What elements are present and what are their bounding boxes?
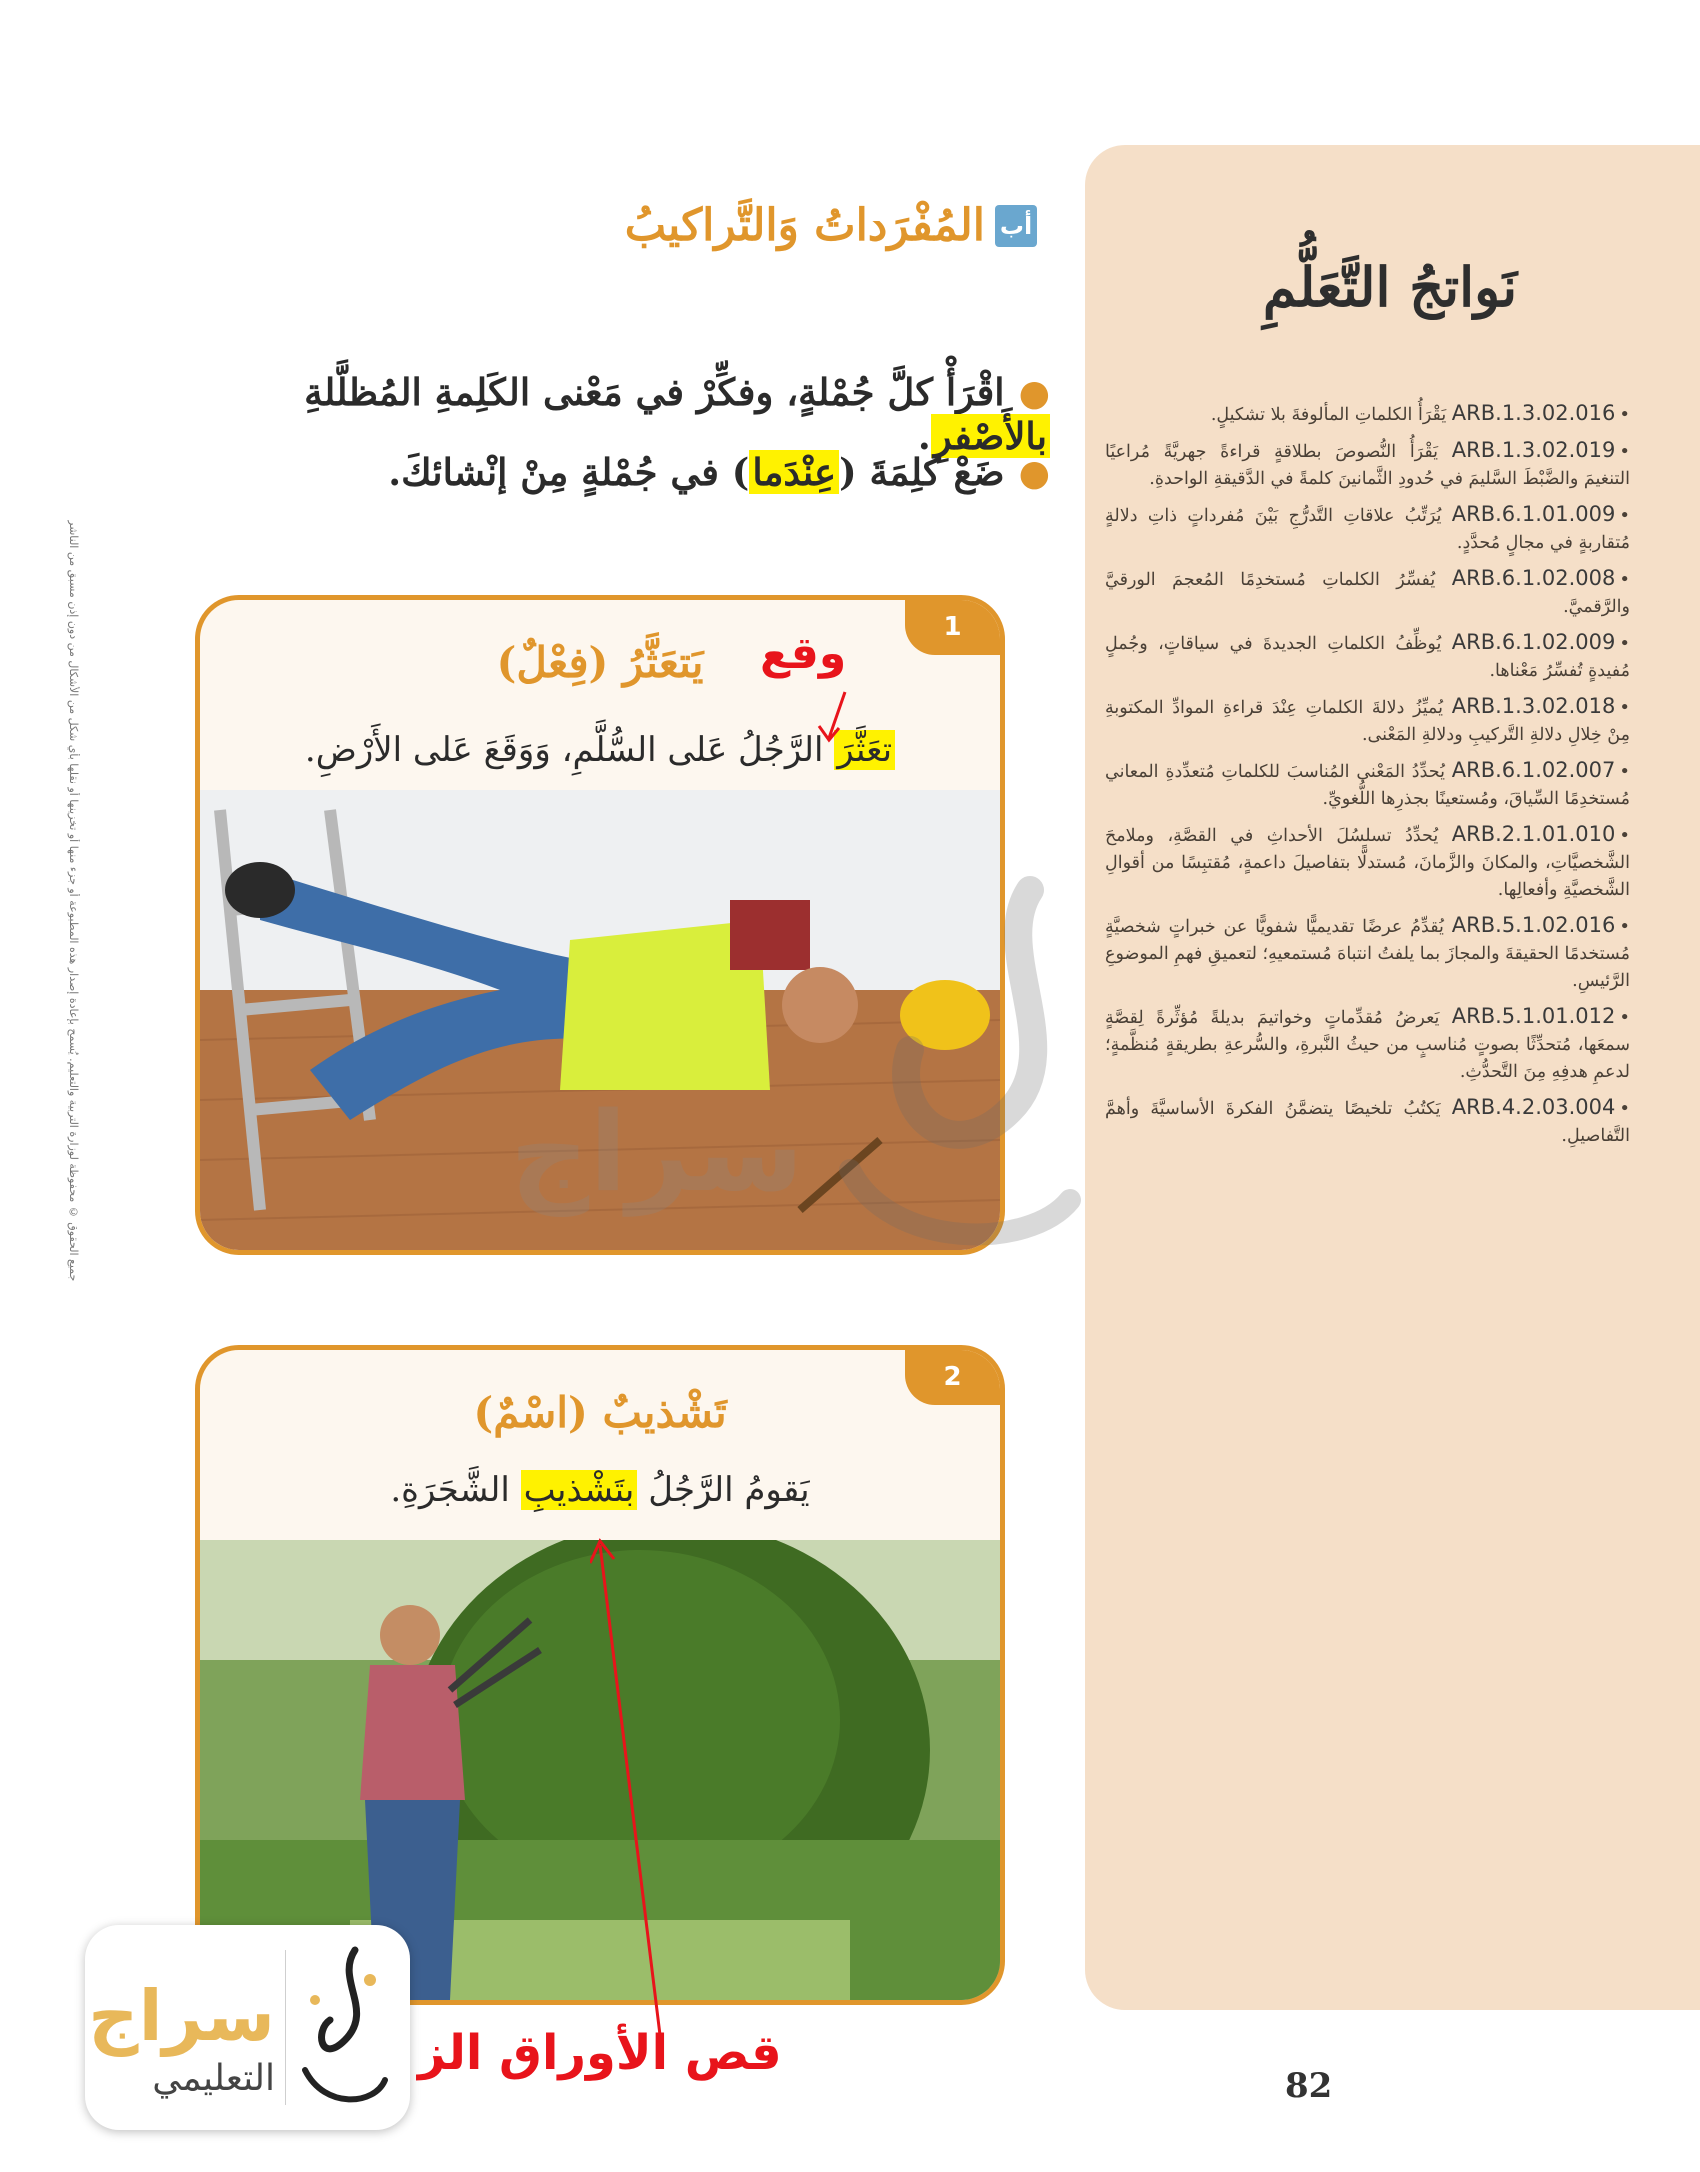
bullet-dot-icon: • xyxy=(1619,1098,1630,1119)
bullet-dot-icon: • xyxy=(1619,569,1630,590)
bullet-dot-icon: ● xyxy=(1018,372,1050,414)
card-sentence xyxy=(200,730,1000,770)
instruction-2 xyxy=(250,450,1050,494)
logo-sub-text: التعليمي xyxy=(152,2058,275,2099)
learning-outcome-item xyxy=(1105,821,1630,904)
card-sentence xyxy=(200,1470,1000,1510)
instruction-1 xyxy=(250,370,1050,458)
outcome-code: ARB.1.3.02.018 xyxy=(1451,694,1616,718)
instruction-2-end: ) في جُمْلةٍ مِنْ إنْشائكَ. xyxy=(388,450,750,494)
instruction-2-highlight: عِنْدَما xyxy=(749,450,839,494)
outcome-text: يُفسِّرُ الكلماتِ مُستخدِمًا المُعجمَ الورقيَّ والرَّقميَّ. xyxy=(1105,570,1630,617)
outcome-code: ARB.5.1.02.016 xyxy=(1451,913,1616,937)
learning-outcome-item xyxy=(1105,757,1630,813)
outcome-text: يَكتُبُ تلخيصًا يتضمَّنُ الفكرةَ الأساسيَّةَ وأهمَّ التَّفاصيلِ. xyxy=(1105,1099,1630,1146)
outcome-code: ARB.2.1.01.010 xyxy=(1451,822,1616,846)
learning-outcome-item xyxy=(1105,437,1630,493)
learning-outcome-item xyxy=(1105,501,1630,557)
annotation-arrow-1 xyxy=(815,690,855,745)
bullet-dot-icon: • xyxy=(1619,441,1630,462)
card-word: يَتعَثَّرُ (فِعْلٌ) xyxy=(496,638,704,687)
outcome-text: يَقْرَأُ الكلماتِ المألوفةَ بلا تشكيلٍ. xyxy=(1210,405,1447,425)
bullet-dot-icon: • xyxy=(1619,761,1630,782)
bullet-dot-icon: • xyxy=(1619,404,1630,425)
bullet-dot-icon: • xyxy=(1619,916,1630,937)
learning-outcome-item xyxy=(1105,1094,1630,1150)
learning-outcome-item xyxy=(1105,400,1630,429)
learning-outcomes-list xyxy=(1105,400,1630,1158)
card-sentence-start: يَقومُ الرَّجُلُ xyxy=(637,1470,810,1510)
annotation-fell: وقع xyxy=(760,628,847,679)
annotation-arrow-2 xyxy=(590,1535,680,2055)
outcome-code: ARB.6.1.02.009 xyxy=(1451,630,1616,654)
learning-outcome-item xyxy=(1105,693,1630,749)
card-number-badge: 2 xyxy=(905,1350,1000,1405)
card-sentence-rest: الرَّجُلُ عَلى السُّلَّمِ، وَوَقَعَ عَلى الأَرْضِ. xyxy=(304,730,835,770)
siraj-watermark-icon xyxy=(470,870,1090,1290)
vertical-copyright-text: جميع الحقوق © محفوظة لوزارة التربية والتعليم. يُسمح بإعادة إصدار هذه المطبوعة أو جزء منها أو تخزينها أو نقلها بأي شكل من الأشكال من دون إذن مسبق من الناشر xyxy=(67,520,80,1282)
outcome-text: يَعرضُ مُقدِّماتٍ وخواتيمَ بديلةً مُؤثِّرةً لِقصَّةٍ سمعَها، مُتحدِّثًا بصوتٍ مُناسبٍ من حيثُ النَّبرةِ، والسُّرعةِ بطريقةٍ مُنظَّمةٍ؛ لدعمِ هدفِهِ مِنَ التَّحدُّثِ. xyxy=(1105,1008,1630,1082)
card-sentence-highlight: بتَشْذيبِ xyxy=(521,1470,638,1510)
outcome-code: ARB.6.1.02.008 xyxy=(1451,566,1616,590)
svg-text:سراج: سراج xyxy=(510,1088,804,1216)
outcome-code: ARB.1.3.02.016 xyxy=(1451,401,1616,425)
vocabulary-icon-label: أب xyxy=(999,212,1033,240)
instruction-1-end: . xyxy=(917,414,931,458)
outcome-code: ARB.6.1.01.009 xyxy=(1451,502,1616,526)
outcome-text: يُحدِّدُ تسلسُلَ الأحداثِ في القصَّةِ، وملامحَ الشَّخصيَّاتِ، والمكانَ والزَّمانَ، مُستدلًّا بتفاصيلَ داعمةٍ، مُقتبِسًا من أقوالِ الشَّخصيَّةِ وأفعالِها. xyxy=(1105,826,1630,900)
outcome-text: يُوظِّفُ الكلماتِ الجديدةَ في سياقاتٍ، وجُملٍ مُفيدةٍ تُفسِّرُ مَعْناها. xyxy=(1105,634,1630,681)
instruction-2-text: ضَعْ كلِمَةَ ( xyxy=(839,450,1005,494)
outcome-text: يُرَتِّبُ علاقاتِ التَّدرُّجِ بَيْنَ مُفرداتٍ ذاتِ دلالةٍ مُتقاربةٍ في مجالٍ مُحدَّدٍ. xyxy=(1105,506,1630,553)
instruction-1-text: اقْرَأْ كلَّ جُمْلةٍ، وفكِّرْ في مَعْنى الكَلِمةِ المُظلَّلةِ xyxy=(304,370,1005,414)
learning-outcome-item xyxy=(1105,565,1630,621)
bullet-dot-icon: ● xyxy=(1018,452,1050,494)
card-word: تَشْذيبٌ (اسْمٌ) xyxy=(473,1388,727,1437)
bullet-dot-icon: • xyxy=(1619,633,1630,654)
card-sentence-highlight: تعَثَّرَ xyxy=(834,730,895,770)
outcome-code: ARB.6.1.02.007 xyxy=(1451,758,1616,782)
learning-outcome-item xyxy=(1105,629,1630,685)
outcome-text: يُقدِّمُ عرضًا تقديميًّا شفويًّا عن خبراتٍ شخصيَّةٍ مُستخدمًا الحقيقةَ والمجازَ بما يلفتُ انتباهَ مُستمعيهِ؛ لتعميقِ فهمِ الموضوعِ الرَّئيسِ. xyxy=(1105,917,1630,991)
learning-outcome-item xyxy=(1105,912,1630,995)
outcome-code: ARB.4.2.03.004 xyxy=(1451,1095,1616,1119)
bullet-dot-icon: • xyxy=(1619,697,1630,718)
outcome-text: يُحدِّدُ المَعْنى المُناسبَ للكلماتِ مُتعدِّدةِ المعاني مُستخدِمًا السِّياقَ، ومُستعينًا بجذرِها اللُّغويِّ. xyxy=(1105,762,1630,809)
bullet-dot-icon: • xyxy=(1619,1007,1630,1028)
logo-main-text: سراج xyxy=(88,1975,275,2057)
learning-outcome-item xyxy=(1105,1003,1630,1086)
bullet-dot-icon: • xyxy=(1619,505,1630,526)
bullet-dot-icon: • xyxy=(1619,825,1630,846)
page-number: 82 xyxy=(1285,2066,1333,2106)
annotation-cut-leaves: قص الأوراق الز xyxy=(418,2025,782,2081)
outcome-code: ARB.1.3.02.019 xyxy=(1451,438,1616,462)
outcome-code: ARB.5.1.01.012 xyxy=(1451,1004,1616,1028)
card-sentence-end: الشَّجَرَةِ. xyxy=(390,1470,521,1510)
vocabulary-book-icon xyxy=(995,205,1037,247)
section-title: المُفْرَداتُ وَالتَّراكيبُ xyxy=(624,200,985,251)
card-number-badge: 1 xyxy=(905,600,1000,655)
learning-outcomes-title: نَواتجُ التَّعَلُّمِ xyxy=(1262,255,1518,319)
siraj-calligraphy-icon xyxy=(285,1940,395,2115)
instruction-1-highlight: بالأَصْفرِ xyxy=(931,414,1050,458)
outcome-text: يَقْرَأُ النُّصوصَ بطلاقةٍ قراءةً جهريَّةً مُراعيًا التنغيمَ والضَّبْطَ السَّليمَ في حُدودِ الثَّمانينَ كلمةً في الدَّقيقةِ الواحدةِ. xyxy=(1105,442,1630,489)
outcome-text: يُميِّزُ دلالةَ الكلماتِ عِنْدَ قراءةِ الموادِّ المكتوبةِ مِنْ خِلالِ دلالةِ التَّركيبِ ودلالةِ المَعْنى. xyxy=(1105,698,1630,745)
